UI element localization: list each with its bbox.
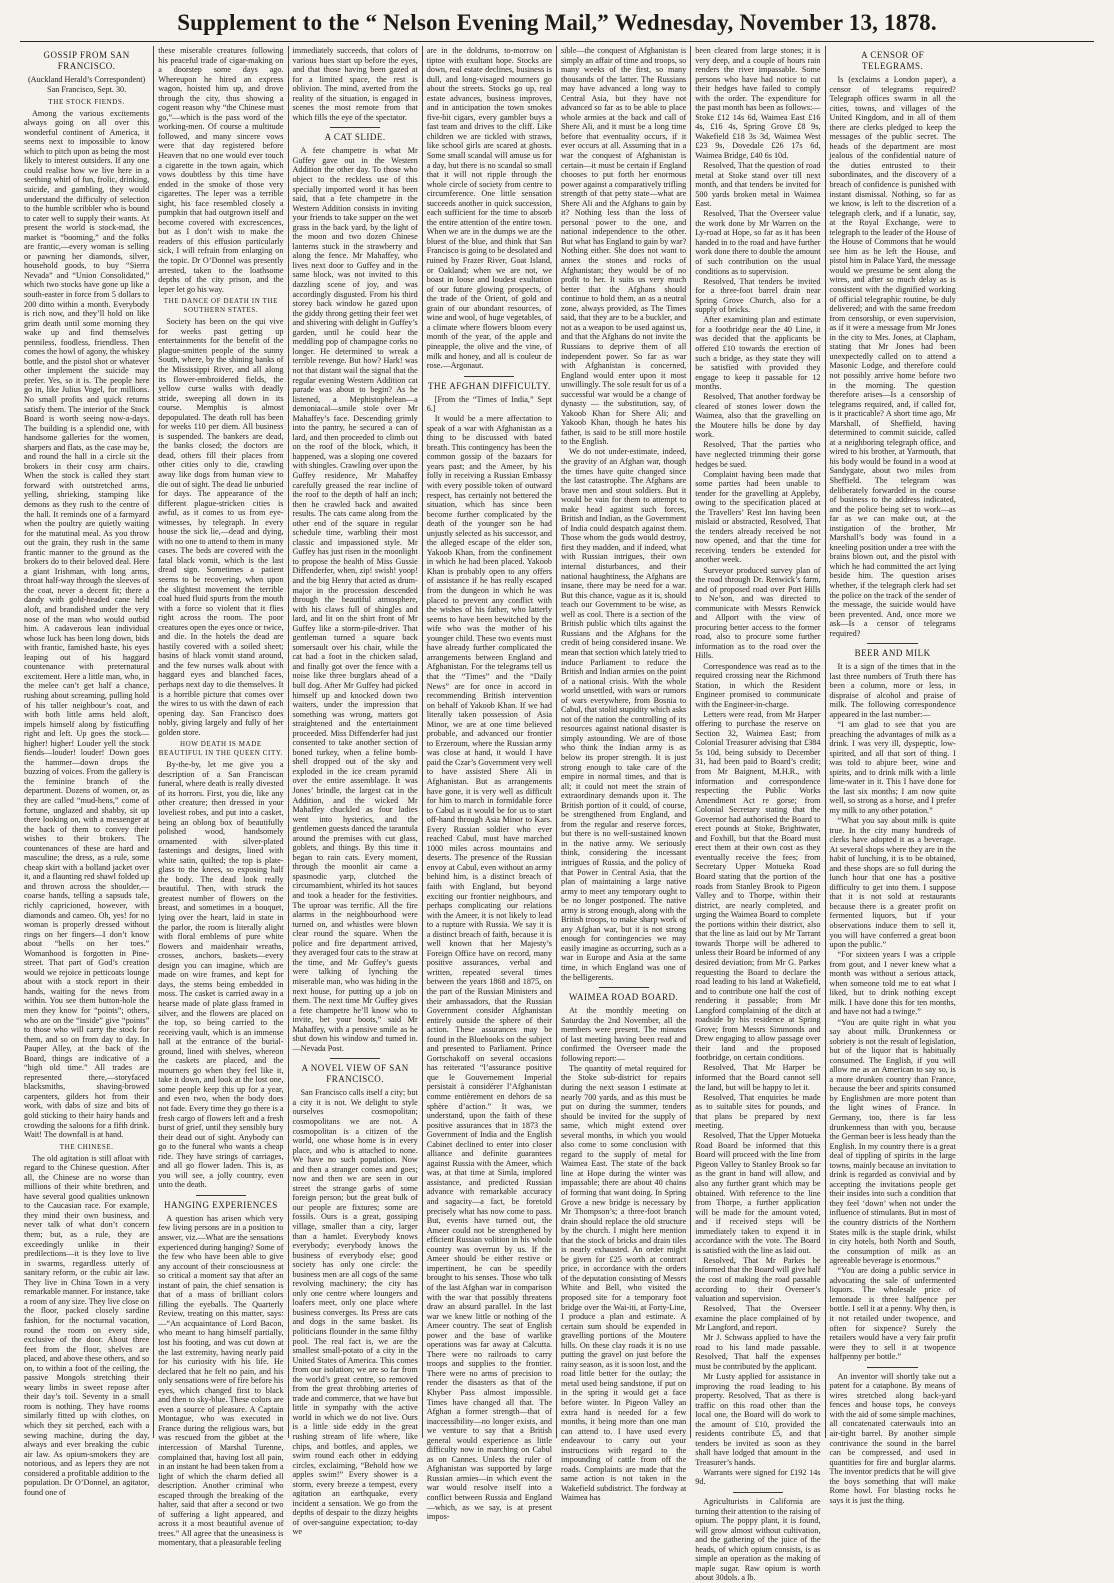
- article-dateline: San Francisco, Sept. 30.: [47, 85, 127, 95]
- paragraph: Correspondence was read as to the required crossing near the Richmond Station, in which the Resident Engineer promised to communicate with the Engineer-in-charge.: [695, 661, 821, 709]
- divider: [867, 643, 918, 644]
- paragraph: Agriculturists in California are turning their attention to the raising of opium. The poppy plant, it is found, will grow almost without cultivation, and the gathering of the juice of the heads, of which opium consists, is as simple an operation as the making of maple sugar. Raw opium is worth about 30dols. a lb.: [695, 1497, 821, 1583]
- column-6: [691, 46, 825, 1583]
- paragraph: immediately succeeds, that colors of various hues start up before the eyes, and that those having been gazed at for a limited space, the rest is oblivion. The mind, averted from the reality of the situation, is engaged in scenes the most remote from that which fills the eye of the spectator.: [292, 46, 418, 122]
- paragraph: Resolved, That the Overseer value the work done by Mr Warren on the Ly-road at Hope, so far as it has been handed in to the road and have further work done there to double the amount of such contribution on the usual conditions as to supervision.: [695, 209, 821, 276]
- divider: [867, 1367, 918, 1368]
- paragraph: these miserable creatures following his peaceful trade of cigar-making on a doorstep some days ago. Whereupon he hired an express wagon, hoisted him up, and drove through the city, thus showing a cogent reason why “the Chinese must go,”—which is the pass word of the working-men. Of course a multitude followed, and many sincere vows were that day registered before Heaven that no one would ever touch a cigarette in the town again, which vows doubtless by this time have ended in the smoke of those very cigarettes. The leper was a terrible sight, his face resembled closely a pumpkin that had outgrown itself and become covered with excrescences, but as I don’t wish to make the readers of this effusion particularly sick, I will refrain from enlarging on the topic. Dr O’Donnel was presently arrested, taken to the loathsome depths of the city prison, and the leper let go his way.: [158, 46, 284, 294]
- column-1: [20, 46, 154, 1497]
- paragraph: “You are quite right in what you say about milk. Drunkenness or sobriety is not the result of legislation, but of the liquor that is habitually consumed. The English, if you will allow me as an American to say so, is a more drunken country than France, because the beer and spirits consumed by Englishmen are more potent than the light wines of France. In Germany, too, there is far less drunkenness than with you, because the German beer is less heady than the English. In my country there is a great deal of tippling of spirits in the large towns, mainly because an invitation to drink is regarded as convivial and by accepting the invitations people get their insides into such a condition that they feel ‘down’ when not under the influence of stimulants. But in most of the country districts of the Northern States milk is the staple drink, whilst in city hotels, both North and South, the consumption of milk as an agreeable beverage is enormous.”: [829, 1017, 956, 1266]
- article-heading-novel-view: A NOVEL VIEW OF SAN FRANCISCO.: [301, 1063, 409, 1085]
- paragraph: Resolved, That the Upper Motueka Road Board be informed that this Board will proceed with the line from Pigeon Valley to Stanley Brook so far as the grant in hand will allow, and also any further grant which may be obtained. With reference to the line from Thorpe, a further application will be made for the amount voted, and if received steps will be immediately taken to expend it in accordance with the vote. The Board is satisfied with the line as laid out.: [695, 1131, 821, 1255]
- paragraph: A question has arisen which very few living persons are in a position to answer, viz.—What are the sensations experienced during hanging? Some of the few who have been able to give any account of their consciousness at so critical a moment say that after an instant of pain, the chief sensation is that of a mass of brilliant colors filling the eyeballs. The Quarterly Review, treating on this matter, says:—“An acquaintance of Lord Bacon, who meant to hang himself partially, lost his footing, and was cut down at the last extremity, having nearly paid for his curiosity with his life. He declared that he felt no pain, and his only sensations were of fire before his eyes, which changed first to black and then to sky-blue. These colors are even a source of pleasure. A Captain Montague, who was executed in France during the religious wars, but was rescued from the gibbet at the intercession of Marshal Turenne, complained that, having lost all pain, in an instant he had been taken from a light of which the charm defied all description. Another criminal who escaped through the breaking of the halter, said that after a second or two of suffering a light appeared, and across it a most beautiful avenue of trees.” All agree that the uneasiness is momentary, that a pleasurable feeling: [158, 1213, 284, 1548]
- article-heading-gossip: GOSSIP FROM SAN FRANCISCO.: [43, 50, 130, 71]
- paragraph: It is a sign of the times that in the last three numbers of Truth there has been a column, more or less, in dispraise of alcohol and praise of milk. The following correspondence appeared in the last number:—: [829, 662, 956, 719]
- paragraph: Resolved, That tenders be invited for a three-foot barrel drain near Spring Grove Church, also for a supply of bricks.: [695, 276, 821, 315]
- divider: [733, 1492, 783, 1493]
- paragraph: [From the “Times of India,” Sept 6.]: [426, 394, 552, 414]
- paragraph: “For sixteen years I was a cripple from gout, and I never knew what a month was without a serious attack, when someone told me to eat what I liked, but to drink nothing except milk. I have done this for ten months, and have not had a twinge.”: [829, 950, 956, 1017]
- subheading-dance-of-death: THE DANCE OF DEATH IN THE SOUTHERN STATES.: [163, 297, 278, 315]
- paragraph: “What you say about milk is quite true. In the city many hundreds of clerks have adopted it as a beverage. At several shops where they are in the habit of lunching, it is to be obtained, and these shops are so full during the lunch hour that one has a positive difficulty to get into them. I suppose that it is not sold at restaurants because there is a greater profit on fermented liquors, but if your observations induce them to sell it, you will have conferred a great boon upon the public.”: [829, 816, 956, 950]
- column-7: [826, 46, 960, 1505]
- divider: [464, 376, 514, 377]
- newspaper-columns: [20, 46, 1094, 1583]
- paragraph: Among the various excitements always going on all over this wonderful continent of America, it seems next to impossible to know which to pitch upon as being the most likely to interest outsiders. If any one could realise how we live here in a seething whirl of fun, frolic, drinking, suicide, and gambling, they would understand the difficulty of selection to the humble scribbler who is bound to cater well to supply their wants. At present the world is stock-mad, the market is “booming,” and the folks are frantic,—every woman is selling or pawning her diamonds, silver, household goods, to buy “Sierra Nevada” and “Union Consolidated,” which two stocks have gone up like a south-easter in force from 5 dollars to 200 ditto within a month. Everybody is rich now, and they’ll hold on like grim death until some morning they wake up and find themselves penniless, foodless, friendless. Then comes the howl of agony, the whiskey bottle, and the pistol shot or whatever other implement the suicide may prefer. Yes, so it is. The people here go in, like Julius Vogel, for millions. No small profits and quick returns satisfy them. The interior of the Stock Board is worth seeing now-a-days. The building is a splendid one, with handsome galleries for the women, sharpers and flats, as the case may be, and round the hall in a circle sit the brokers in their cosy arm chairs. When the stock is called they start forward with outstretched arms, yelling, shrieking, stamping like demons as they rush to the centre of the hall. It reminds one of a farmyard when the poultry are quietly waiting for the matutinal meal. As you throw out the grain, they rush in the same frantic manner to the ground as the brokers do to their beloved deal. Here a giant Irishman, with long arms, throat half-way through the sleeves of the coat, never a decent fit; there a dandy with gold-headed cane held aloft, and brandished under the very nose of the man who would outbid him. A cadaverous lean individual whose luck has been long down, bids with frantic, famished haste, his eyes leaping out of his haggard countenance with preternatural excitement. Here a little man, who, in the melee can’t get half a chance, rushing about screaming, pulling hold of his taller neighbour’s coat, and with both little arms held aloft, impels himself along by fisticuffing right and left. Up goes the stock—higher! higher! Louder yell the stock fiends—louder! louder! Down goes the hammer—down drops the buzzing of voices. From the gallery is the feminine branch of the department. Dozens of women, or, as they are called “mud-hens,” come of fortune, unglazed and shabby, sit up there looking on, with a messenger at the back of them to convey their wishes to their brokers. The countenances of these are hard and masculine; the dress, as a rule, some cheap skirt with a bolland jacket over it, and a flaunting red shawl folded up and thrown across the shoulder,—coarse hands, telling a sapsuds tale, richly capricioned, however, with diamonds and cameo. Oh, yes! for no woman is properly dressed without rings on her fingers—I don’t know about “bells on her toes.” Womanhood is forgotten in Pine-street. That part of God’s creation would we rejoice in petticoats lounge about with a stock report in their hands, waiting for the news from within. You see them button-hole the men they know for “points”; others, who are on the “inside” give “points” to those who will carry the stock for them, and so on from day to day. In Pauper Alley, at the back of the Board, things are indicative of a “high old time.” All trades are represented there,—storyfaced blacksmiths, shaving-browed carpenters, gilders hot from their work, with dabs of size and bits of gold sticking to their hairy hands and crowding the saloons for a fifth drink. Wait! The downfall is at hand.: [24, 108, 150, 1140]
- paragraph: Resolved, That another fordway be cleared of stones lower down the Waimea, also that the gravelling on the Moutere hills be done by day work.: [695, 392, 821, 440]
- paragraph: The quantity of metal required for the Stoke sub-district for repairs during the next season I estimate at nearly 700 yards, and as this must be put on during the summer, tenders should be invited for the supply of same, which might extend over several months, in which you would also come to some conclusion with regard to the supply of metal for Waimea East. The state of the back line at Hope during the winter was impassable; there are about 40 chains of forming that want doing. In Spring Grove a new bridge is necessary by Mr Thompson’s; a three-foot branch drain should replace the old structure by the church. I might here mention that the stock of bricks and drain tiles is nearly exhausted. An order might be given for £25 worth at contract price, in accordance with the orders of the deputation consisting of Messrs White and Bell, who visited the proposed site for a temporary foot bridge over the Wai-iti, at Forty-Line, I produce a plan and estimate. A certain sum should be expended in gravelling portions of the Moutere hills. On these clay roads it is no use putting the gravel on just before the rainy season, as it is soon lost, and the road little better for the outlay; the metal used being sandstone, if put on in the spring it would get a face before winter. In Pigeon Valley an extra hand is needed for a few months, it being more than one man can attend to. I have used every endeavour to carry out your instructions with regard to the impounding of cattle from off the roads. Complaints are made that the same action is not taken in the Wakefield subdistrict. The fordway at Waimea has: [561, 1063, 687, 1503]
- divider: [330, 1058, 380, 1059]
- column-3: [289, 46, 423, 1537]
- column-4: [423, 46, 557, 1522]
- paragraph: “You are doing a public service in advocating the sale of unfermented liquors. The wholesale price of lemonade is three halfpence per bottle. I sell it at a penny. Why then, is it not retailed under twopence, and often for sixpence? Surely the retailers would have a very fair profit were they to sell it at twopence halfpenny per bottle.”: [829, 1266, 956, 1362]
- paragraph: “I am glad to see that you are preaching the advantages of milk as a drink. I was very ill, dyspeptic, low-spirited, and all that sort of thing. I was told to abjure beer, wine and spirits, and to drink milk with a little lime-water in it. This I have done for the last six months; I am now quite well, so strong as a horse, and I prefer my milk to any other potation.”: [829, 720, 956, 815]
- paragraph: An inventor will shortly take out a patent for a cataphone. By means of wires stretched along back-yard fences and house tops, he conveys with the aid of some simple machines, all concatenated caterwauls into an air-tight barrel. By another simple contrivance the sound in the barrel can be compressed, and used in quantities for fire and burglar alarms. The inventor predicts that he will give the boys something that will make Rome howl. For blasting rocks he says it is just the thing.: [829, 1371, 956, 1505]
- paragraph: Complaint having been made that some parties had been unable to tender for the gravelling at Appleby, owing to the specification placed at the Travellers’ Rest Inn having been mislaid or abstracted, Resolved, That the tenders already received be not now opened, and that the time for receiving tenders be extended for another week.: [695, 469, 821, 565]
- article-heading-censor: A CENSOR OF TELEGRAMS.: [861, 50, 925, 71]
- paragraph: It would be a mere affectation to speak of a war with Afghanistan as a thing to be discussed with bated breath. This contingency has been the common gossip of the bazaars for years past; and the Ameer, by his folly in receiving a Russian Embassy with every possible token of outward respect, has certainly not bettered the situation, which has since been become further complicated by the death of the younger son he had unjustly selected as his successor, and the alleged escape of the elder son, Yakoob Khan, from the confinement in which he had been placed. Yakoob Khan is probably open to any offers of assistance if he has really escaped from the dungeon in which he was placed to prevent any conflict with the wishes of his father, who latterly seems to have been bewitched by the wife who was the mother of his younger child. These two events must have already further complicated the arrangements between England and Afghanistan. For the telegrams tell us that the “Times” and the “Daily News” are for once in accord in recommending British intervention on behalf of Yakoob Khan. If we had literally taken possession of Asia Minor, we are at one time believed probable, and advanced our frontier to Erzeroum, where the Russian army was close at hand, it would I have paid the Czar’s Government very well to have assisted Shere Ali in Afghanistan. But as arrangements have gone, it is very well as difficult for him to march in formidable force to Cabul as it would be for us to start off-hand through Asia Minor to Kars. Every Russian soldier who ever reached Cabul, must have marched 1000 miles across mountains and deserts. The presence of the Russian envoy at Cabul, even without an army behind him, is a distinct breach of faith with England, but beyond exciting our frontier neighbours, and perhaps complicating our relations with the Ameer, it is not likely to lead to a rupture with Russia. We say it is a distinct breach of faith, because it is well known that her Majesty’s Foreign Office have on record, many positive assurances, verbal and written, repeated several times between the years 1868 and 1875, on the part of the Russian Ministers and their ambassadors, that the Russian Government consider Afghanistan entirely outside the sphere of their action. These assurances may be found in the Bluebooks on the subject and presented to Parliament. Prince Gortschakoff on several occasions has reiterated “l’assurance positive que le Gouvernement Imperial persistait à considérer l’Afghanistan comme entièrement en dehors de sa sphère d’action.” It was, we understand, upon the faith of these positive assurances that in 1873 the Government of India and the English Cabinet declined to enter into closer alliance and definite guarantees against Russia with the Ameer, which was, at that time at Simla, implored assistance, and predicted Russian advance with remarkable accuracy and sagacity—a fact, be foretold precisely what has now come to pass. But, events have turned out, the Ameer could not be strengthened by efficient Russian volition in his whole country was overrun by us. If the Ameer should be either restive or impertinent, he can be speedily brought to his senses. Those who talk of the last Afghan war in comparison with the war that possibly threatens draw an absurd parallel. In the last war we knew little or nothing of the Ameer country. The seat of English power and the base of warlike operations was far away at Calcutta. There were no railroads to carry troops and supplies to the frontier. There were no arms of precision to render the disasters as that of the Khyber Pass almost impossible. Times have changed all that. The Afghan a former strength—that of inaccessibility—no longer exists, and we venture to say that a British general would experience as little difficulty now in marching on Cabul as on Cannes. Unless the ruler of Afghanistan was supported by large Russian armies—in which event the war would resolve itself into a conflict between Russia and England—which, as we say, is at present impos-: [426, 414, 552, 1522]
- paragraph: Is (exclaims a London paper), a censor of telegrams required? Telegraph offices swarm in all the cities, towns, and villages of the United Kingdom, and in all of them there are clerks pledged to keep the messages of the public secret. The heads of the department are most jealous of the confidential nature of the duties entrusted to their subordinates, and the discovery of a breach of confidence is punished with instant dismissal. Nothing, so far as we know, is left to the discretion of a telegraph clerk, and if a lunatic, say, at the Royal Exchange, were to telegraph to the leader of the House of the House of Commons that he would see him as he left the House, and pistol him in Palace Yard, the message would we presume be sent along the wires, and after so much delay as is consistent with the dignified working of official telegraphic routine, be duly delivered; and with the same freedom from censorship, or even supervision, as if it were a message from Mr Jones in the city to Mrs. Jones, at Clapham, stating that Mr Jones had been unexpectedly called on to attend a Masonic Lodge, and therefore could not possibly arrive home before two in the morning. The question therefore arises—Is a censorship of telegrams required, and, if called for, is it practicable? A short time ago, Mr Marshall, of Sheffield, having determined to commit suicide, called at a neighboring telegraph office, and wired to his brother, at Yarmouth, that his body would be found in a wood at Sandygate, about two miles from Sheffield. The telegram was deliberately forwarded in the course of business to the address indicated, and the police being set to work—as far as we can make out, at the instigation of the brother, Mr Marshall’s body was found in a kneeling position under a tree with the brains blown out, and the pistol with which he had committed the act lying beside him. The question arises whether, if the telegraph clerk had set the police on the track of the sender of the message, the suicide would have been prevented. And, once more we ask—Is a censor of telegrams required?: [829, 75, 956, 638]
- divider: [196, 1195, 246, 1196]
- divider: [599, 987, 649, 988]
- subheading-death-beautiful: HOW DEATH IS MADE BEAUTIFUL IN THE QUEEN CITY.: [158, 740, 283, 758]
- paragraph: By-the-by, let me give you a description of a San Franciscan funeral, where death is really divested of its horrors. First, you die, like any other creature; then dressed in your loveliest robes, and put into a casket, being an oblong box of beautifully polished wood, handsomely ornamented with silver-plated fastenings and designs, lined with white satin, quilted; the top is plate-glass to the knees, so exposing half the body. The dead look really beautiful. Then, with struck the greatest number of flowers on the breast, and sometimes in a bouquet, lying over the heart, laid in state in the parlor, the room is literally alight with floral emblems of pure white flowers and maidenhair wreaths, crosses, anchors, baskets—every design you can imagine, which are made on wire frames, and kept for days, the stems being embedded in moss. The casket is carried away in a hearse made of plate glass framed in silver, and the flowers are placed on the top, so being carried to the receiving vault, which is an immense hall at the entrance of the burial-ground, lined with shelves, whereon the caskets are placed, and the mourners go when they feel like it, take it down, and look at the lost one, some people keep this up for a year, and even two, when the body does not fade. Every time they go there is a fresh cargo of flowers left and a fresh burst of grief, until they sensibly bury their dead out of sight. Anybody can go to the funeral who wants a cheap ride. They have strings of carriages, and all go flower laden. This is, as you will see, a jolly country, even unto the death.: [158, 760, 284, 1190]
- paragraph: Resolved, That the Overseer examine the place complained of by Mr Langford, and report.: [695, 1304, 821, 1333]
- masthead: Supplement to the “ Nelson Evening Mail,” Wednesday, November 13, 1878.: [20, 6, 1094, 42]
- paragraph: Mr J. Schwass applied to have the road to his land made passable. Resolved, That half the expenses must be contributed by the applicant.: [695, 1333, 821, 1371]
- paragraph: Resolved, That Mr Harper be informed that the Board cannot sell the land, but will be happy to let it.: [695, 1063, 821, 1092]
- paragraph: We do not under-estimate, indeed, the gravity of an Afghan war, though the times have quite changed since the last catastrophe. The Afghans are brave men and stout soldiers. But it would be vain for them to attempt to make head against such forces, British and Indian, as the Government of India could despatch against them. Those whom the gods would destroy, first they madden, and if indeed, what with Russian intrigues, their own internal disturbances, and their national haughtiness, the Afghans are insane, there may be need for a war. But this chance, vague as it is, should teach our Government to be wise, as well as cool. There is a section of the British public which tilts against the Russians and the Afghans for the credit of being considered insane. We mean that section which lately tried to induce Parliament to reduce the British and Indian armies on the point of a national crisis. With the whole world unsettled, with wars or rumors of wars everywhere, from Bosnia to Cabul, that stolid stupidity which asks not of the nation the controlling of its resources against national disaster is simply astounding. We are of those who think the Indian army is as below its proper strength. It is just strong enough to take care of the empire in normal times, and that is all; it could not meet the strain of extraordinary demands upon it. The British portion of it could, of course, be strengthened from England, and from the regular and reserve forces, but there is no well-sustained known in the native army. We seriously think, considering the incessant intrigues of Russia, and the policy of that Power in Central Asia, that the plan of maintaining a large native army to meet any temporary ought to be no longer postponed. The native army is strong enough, along with the British troops, to make sharp work of any Afghan war, but it is not strong enough for contingencies we may easily imagine as occurring, such as a war in Europe and Asia at the same time, in which England was one of the belligerents.: [561, 447, 687, 982]
- paragraph: Society has been on the qui vive for weeks past getting up entertainments for the benefit of the plague-smitten people of the sunny South, where, by the shining banks of the Mississippi River, and all along its flower-embroidered fields, the yellow curse walks with deadly stride, sweeping all down in its course. Memphis is almost depopulated. The death roll has been for weeks 110 per diem. All business is suspended. The bankers are dead, the banks closed; the doctors are dead, others fill their places from other cities only to die, crawling away like dogs from human view to die out of sight. The dead lie unburied for days. The appearance of the different plague-stricken cities is awful, as it comes to us from eye-witnesses, by telegraph. In every house the sick lie,—dead and dying, with no one to attend to them in many cases. The beds are covered with the fatal black vomit, which is the last dread sign. Sometimes a patient seems to be recovering, when upon the slightest movement the terrible coal hued fluid spurts from the mouth with a force so violent that it flies right across the room. The poor creatures open the eyes once or twice, and die. In the hotels the dead are hastily covered with a soiled sheet; basins of black vomit stand around, and the few nurses walk about with haggard eyes and blanched faces, perhaps next day to die themselves. It is a horrible picture that comes over the wires to us with the dawn of each opening day. San Francisco does nobly, giving largely and fully of her golden store.: [158, 317, 284, 737]
- article-source: (Auckland Herald’s Correspondent): [27, 75, 146, 84]
- paragraph: Warrants were signed for £192 14s 9d.: [695, 1467, 821, 1487]
- paragraph: The old agitation is still afloat with regard to the Chinese question. After all, the Chinese are no worse than millions of their white brethren, and have several good qualities unknown to the Caucasian race. For example, they mind their own business, and never talk of what don’t concern them; but, as a rule, they are exceedingly unlike in their predilections—it is they love to live in swarms, regardless utterly of sanitary reform, or the cubic air law. They live in China Town in a very remarkable manner. For instance, take a room of any size. They live close on the floor, packed closely sardine fashion, for the nocturnal vacation, round the room on every side, exclusive of the door. About three feet from the floor, shelves are placed, and above these others, and so on, to within a foot of the ceiling, the passive Mongols stretching their weary limbs in sweet repose after their day’s toil. Seventy in a small room is nothing. They have rooms similarly fitted up with clothes, on which they sit perched, each with a sewing machine, during the day, always and ever breaking the cubic air law. As opium-smokers they are notorious, and as lepers they are not considered a profitable addition to the population. Dr O’Donnel, an agitator, found one of: [24, 1153, 150, 1497]
- paragraph: Mr Lusty applied for assistance in improving the road leading to his property. Resolved, That as there is traffic on this road other than the local one, the Board will do work to the amount of £10, provided the residents contribute £5, and that tenders be invited as soon as they shall have lodged that amount in the Treasurer’s hands.: [695, 1371, 821, 1467]
- article-heading-waimea: WAIMEA ROAD BOARD.: [568, 992, 679, 1003]
- column-5: [557, 46, 691, 1503]
- paragraph: sible—the conquest of Afghanistan is simply an affair of time and troops, so many weeks of the first, so many thousands of the latter. The Russians may have advanced a long way to Central Asia, but they have not advanced so far as to be able to place whole armies at the back and call of Shere Ali, and it must be a long time before that eventuality occurs, if it ever occurs at all. Assuming that in a war the conquest of Afghanistan is certain—it must be certain if England chooses to put forth her enormous power against a comparatively trifling strength of that petty state—what are Shere Ali and the Afghans to gain by it? Nothing less than the loss of personal power to the one, and national independence to the other. But what has England to gain by war? Nothing either. She does not want to annex the stones and rocks of Afghanistan; they would be of no profit to her. It suits us very much better that the Afghans should continue to hold them, an as a neutral zone, always provided, as The Times said, that they are to be a buckler, and not as a weapon to be used against us, and that the Afghans do not invite the Russians to deprive them of all independent power. So far as war with Afghanistan is concerned, England would enter upon it most unwillingly. The sole result for us of a successful war would be a change of dynasty — the substitution, say, of Yakoob Khan for Shere Ali; and Yakoob Khan, though he hates his father, is said to be still more hostile to the English.: [561, 46, 687, 447]
- paragraph: Letters were read, from Mr Harper offering to purchase the reserve on Section 32, Waimea East; from Colonial Treasurer advising that £384 5s 10d, being subsidy to December 31, had been paid to Board’s credit; from Mr Baignent, M.H.R., with information and correspondence respecting the Public Works Amendment Act re gorse; from Colonial Secretary stating that the Governor had authorised the Board to erect pounds at Stoke, Brightwater, and Foxhill, but that the Board must erect them at their own cost as they eventually receive the fees; from Secretary Upper Motueka Road Board stating that the portion of the roads from Stanley Brook to Pigeon Valley and to Thorpe, within their district, are nearly completed, and urging the Waimea Board to complete the portions within their district, also that the line as laid out by Mr Tarrant towards Thorpe will be adhered to unless their Board be informed of any desired deviation; from Mr G. Parkes requesting the Board to declare the road leading to his land at Wakefield, and to contribute one half the cost of rendering it passable; from Mr Langford complaining of the ditch at roadside by his residence at Spring Grove; from Messrs Simmonds and Drew engaging to allow passage over their land and the proposed footbridge, on certain conditions.: [695, 709, 821, 1063]
- paragraph: Resolved, That Mr Parkes be informed that the Board will give half the cost of making the road passable according to their Overseer’s valuation and supervision.: [695, 1255, 821, 1304]
- article-heading-beer-milk: BEER AND MILK: [854, 648, 931, 659]
- paragraph: After examining plan and estimate for a footbridge near the 40 Line, it was decided that the applicants be offered £10 towards the erection of such a bridge, as they state they will be satisfied with provided they engage to keep it passable for 12 months.: [695, 315, 821, 392]
- paragraph: A fete champetre is what Mr Guffey gave out in the Western Addition the other day. To those who object to the reckless use of this specially imported word it has been said, that a fete champetre in the Western Addition consists in inviting your friends to take supper on the wet grass in the back yard, by the light of the moon and two dozen Chinese lanterns stuck in the strawberry and along the fence. Mr Mahaffey, who lives next door to Guffey and in the same block, was not invited to this dazzling scene of joy, and was accordingly disgusted. From his third storey back window he gazed upon the giddy throng getting their feet wet and shivering with delight in Guffey’s garden, until he could hear the meddling pop of champagne corks no longer. He determined to wreak a terrible revenge. But how? Hark! was not that distant wail the signal that the regular evening Western Addition cat parade was about to begin? As he listened, a Mephistophelean—a demoniacal—smile stole over Mr Mahaffey’s face. Descending grimly into the pantry, he secured a can of lard, and then proceeded to climb out on the roof of the block, which, it happened, was a sloping one covered with shingles. Crawling over upon the Guffey residence, Mr Mahaffey carefully greased the rear incline of the roof to the depth of half an inch; then he crawled back and awaited results. The cats came along from the other end of the square in regular schedule time, warbling their most classic and impassioned style. Mr Guffey has just risen in the moonlight to propose the health of Miss Gussie Diffenderfer, when, zip! swish! yoop! and the big Henry that acted as drum-major in the procession descended through the beautiful atmosphere, with his claws full of shingles and lard, and lit on the shirt front of Mr Guffey like a storm-pile-driver. That gentleman turned a square back somersault over his chair, while the cat had a foot in the chicken salad, and finally got over the fence with a noise like three burglars ahead of a bull dog. After Mr Guffey had picked himself up and knocked down two waiters, under the impression that something was wrong, matters got straightened and the entertainment proceeded. Miss Diffenderfer had just consented to take another section of boned turkey, when a feline bomb-shell dropped out of the sky and exploded in the ice cream pyramid over the entire assemblage. It was Jones’ brindle, the largest cat in the Addition, and the wicked Mr Mahaffey chuckled as four ladies went into hysterics, and the gentlemen guests danced the tarantula around the premises with cut glass, goblets, and things. By this time it began to rain cats. Every moment, through the moonlit air came a spasmodic yarp, clutched the circumambient, whirled its hot sauces and took a header for the festivities. The uproar was terrific. All the fire alarms in the neighbourhood were turned on, and whistles were blown clear round the square. When the police and fire department arrived, they averaged four cats to the straw at the time, and Mr Guffey’s guests were talking of lynching the miserable man, who was hiding in the next house, for putting up a job on them. The next time Mr Guffey gives a fete champetre he’ll know who to invite, bet your boots,” said Mr Mahaffey, with a pensive smile as he shut down his window and turned in.—Nevada Post.: [292, 146, 418, 1053]
- subheading-stock-fiends: THE STOCK FIENDS.: [48, 97, 125, 106]
- article-heading-afghan: THE AFGHAN DIFFICULTY.: [427, 380, 551, 391]
- paragraph: At the monthly meeting on Saturday the 2nd November, all the members were present. The minutes of last meeting having been read and confirmed the Overseer made the following report:—: [561, 1006, 687, 1063]
- paragraph: Resolved, That the parties who have neglected trimming their gorse hedges be sued.: [695, 440, 821, 469]
- paragraph: been cleared from large stones; it is very deep, and a couple of hours rain renders the river impassable. Some persons who have had notice to cut their hedges have failed to comply with the order. The expenditure for the past month has been as follows:—Stoke £12 14s 6d, Waimea East £16 4s, £16 4s, Spring Grove £8 9s, Wakefield £18 3s 3d, Waimea West £23 9s, Dovedale £26 17s 6d, Waimea Bridge, £40 6s 10d.: [695, 46, 821, 161]
- column-2: [154, 46, 288, 1548]
- paragraph: are in the doldrums, to-morrow on tiptoe with exultant hope. Stocks are down, real estate declines, business is dull, and long-visaged mourners go about the streets. Stocks go up, real estate advances, business improves, and in anticipation the town smokes five-bit cigars, every gambler buys a fast team and drives to the cliff. Like children we are tickled with straws, like school girls are scared at ghosts. Some small scandal will amuse us for a day, but there is no scandal so small that it will not ripple through the whole circle of society from centre to circumference. One little sensation succeeds another in quick succession, each sufficient for the time to absorb the entire attention of the entire town. When we are in the dumps we are the bluest of the blue, and think that San Francisco is going to be desolated and ruined by Frazer River, Goat Island, or Oakland; when we are not, we boast in loose and loudest exultation of our future glowing prospects, of the trade of the Orient, of gold and grain of our abundant resources, of wine and wool, of huge vegetables, of a climate where flowers bloom every month of the year, of the apple and pineapple, the olive and the vine, of milk and honey, and all is couleur de rose.—Argonaut.: [426, 46, 552, 371]
- subheading-chinese: THE CHINESE.: [59, 1142, 114, 1151]
- article-heading-hanging: HANGING EXPERIENCES: [164, 1199, 278, 1210]
- paragraph: San Francisco calls itself a city; but a city it is not. We delight to style ourselves cosmopolitan; cosmopolitans we are not. A cosmopolitan is a citizen of the world, one whose home is in every place, and who is attached to none. We have no such population. Now and then a stranger comes and goes; now and then we are seen in our street the strange garbs of some foreign person; but the great bulk of our people are fixtures; some are fossils. Ours is a great, gossiping village, smaller than a city, larger than a hamlet. Everybody knows everybody; everybody knows the business of everybody else; good society has only one circle: the business men are all cogs of the same revolving machinery; the city has only one centre where loungers and loafers meet, only one place where business converges. Its Press are cats and dogs in the same basket. Its politicians flounder in the same filthy pool. The real fact is, we are the smallest small-potato of a city in the United States of America. This comes from our isolation; we are so far from the world’s great centre, so removed from the great throbbing arteries of trade and commerce, that we have but little in sympathy with the active world in which we do not live. Ours is a little side eddy in the great rushing stream of life where, like chips, and bottles, and apples, we swim round each other in eddying circles, exclaiming, “Behold how we apples swim!” Every shower is a storm, every breeze a tempest, every agitation an earthquake, every incident a sensation. We go from the depths of despair to the dizzy heights of over-sanguine expectation; to-day we: [292, 1088, 418, 1537]
- paragraph: Resolved, That the question of road metal at Stoke stand over till next month, and that tenders be invited for 500 yards broken metal in Waimea East.: [695, 161, 821, 209]
- paragraph: Surveyor produced survey plan of the road through Dr. Renwick’s farm, and of proposed road over Port Hills to Ne’son, and was directed to communicate with Messrs Renwick and Allport with the view of procuring better access to the former road, also to procure some further information as to the road over the Hills.: [695, 565, 821, 661]
- paragraph: Resolved, That enquiries be made as to suitable sites for pounds, and that plans be prepared by next meeting.: [695, 1092, 821, 1131]
- divider: [330, 127, 380, 128]
- article-heading-cat-slide: A CAT SLIDE.: [324, 132, 386, 143]
